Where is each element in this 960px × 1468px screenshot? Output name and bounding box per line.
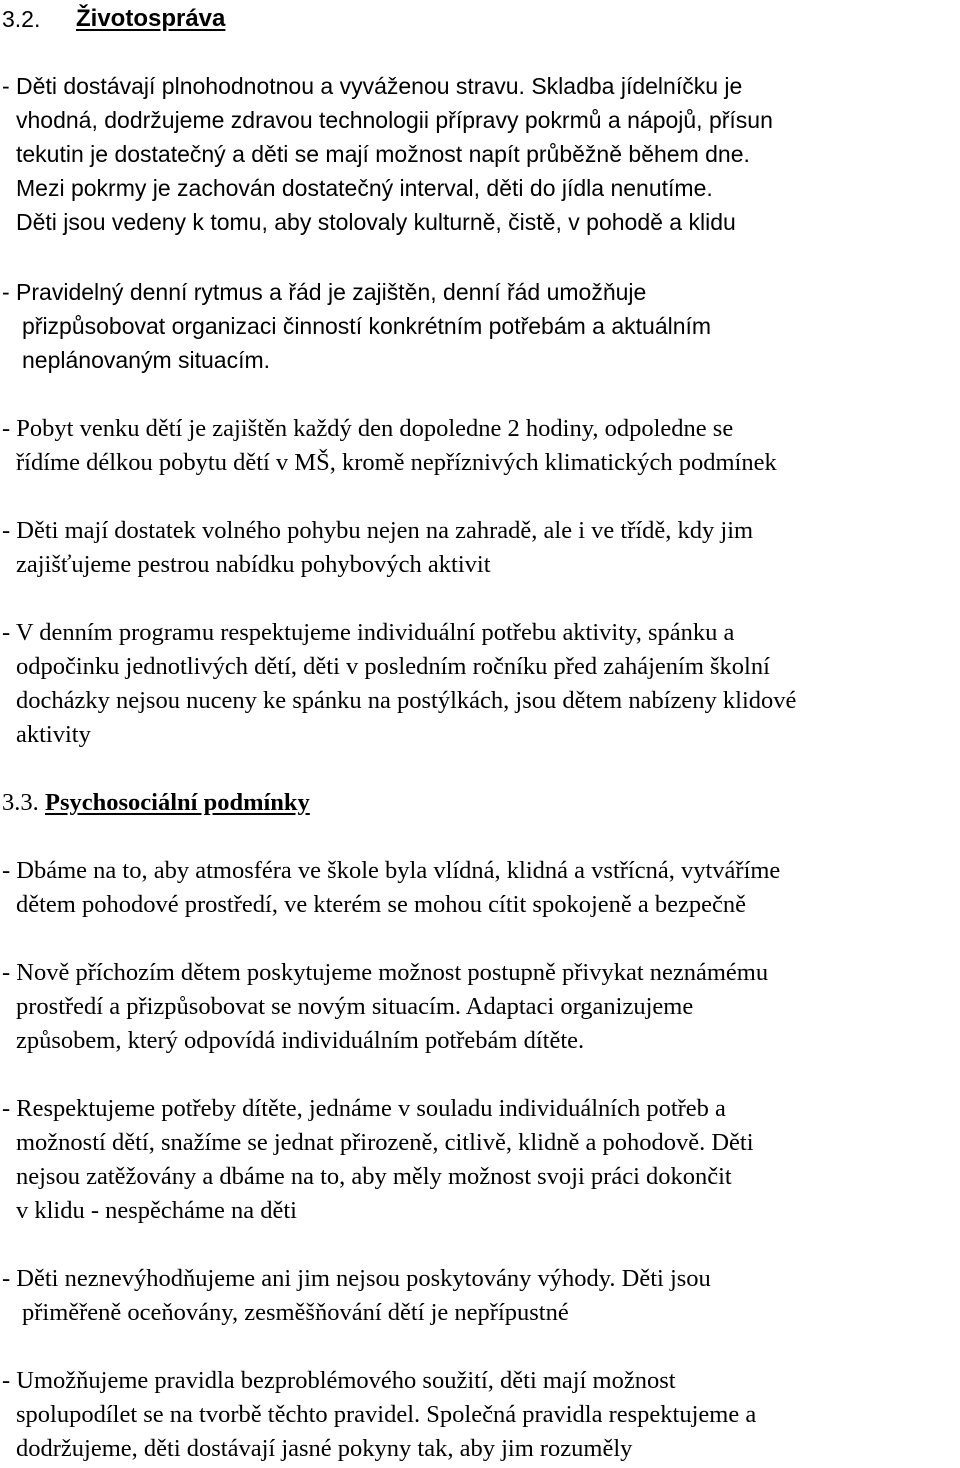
paragraph-line: tekutin je dostatečný a děti se mají možnost napít průběžně během dne.: [16, 141, 750, 167]
paragraph-line: přiměřeně oceňovány, zesměšňování dětí je nepřípustné: [22, 1299, 569, 1326]
paragraph-line: dětem pohodové prostředí, ve kterém se mohou cítit spokojeně a bezpečně: [16, 891, 746, 918]
paragraph-line: - Umožňujeme pravidla bezproblémového soužití, děti mají možnost: [2, 1367, 676, 1394]
paragraph-line: možností dětí, snažíme se jednat přirozeně, citlivě, klidně a pohodově. Děti: [16, 1129, 754, 1156]
paragraph-line: Děti jsou vedeny k tomu, aby stolovaly kulturně, čistě, v pohodě a klidu: [16, 209, 736, 235]
paragraph-line: - Děti neznevýhodňujeme ani jim nejsou poskytovány výhody. Děti jsou: [2, 1265, 711, 1292]
paragraph-line: zajišťujeme pestrou nabídku pohybových aktivit: [16, 551, 491, 578]
paragraph-line: - Dbáme na to, aby atmosféra ve škole byla vlídná, klidná a vstřícná, vytváříme: [2, 857, 781, 884]
paragraph-line: - Děti dostávají plnohodnotnou a vyváženou stravu. Skladba jídelníčku je: [2, 73, 743, 99]
section-number: 3.3.: [2, 789, 39, 816]
paragraph-line: vhodná, dodržujeme zdravou technologii přípravy pokrmů a nápojů, přísun: [16, 107, 773, 133]
paragraph-line: - Pobyt venku dětí je zajištěn každý den dopoledne 2 hodiny, odpoledne se: [2, 415, 734, 442]
paragraph-line: odpočinku jednotlivých dětí, děti v posledním ročníku před zahájením školní: [16, 653, 770, 680]
section-title: Životospráva: [76, 5, 226, 32]
paragraph-line: dodržujeme, děti dostávají jasné pokyny tak, aby jim rozuměly: [16, 1435, 633, 1462]
paragraph-line: způsobem, který odpovídá individuálním potřebám dítěte.: [16, 1027, 585, 1054]
section-number: 3.2.: [2, 6, 41, 32]
paragraph-line: spolupodílet se na tvorbě těchto pravidel. Společná pravidla respektujeme a: [16, 1401, 757, 1428]
paragraph-line: nejsou zatěžovány a dbáme na to, aby měly možnost svoji práci dokončit: [16, 1163, 732, 1190]
paragraph-line: Mezi pokrmy je zachován dostatečný interval, děti do jídla nenutíme.: [16, 175, 713, 201]
paragraph-line: přizpůsobovat organizaci činností konkrétním potřebám a aktuálním: [22, 313, 712, 339]
paragraph-line: - Děti mají dostatek volného pohybu nejen na zahradě, ale i ve třídě, kdy jim: [2, 517, 754, 544]
paragraph-line: - Respektujeme potřeby dítěte, jednáme v souladu individuálních potřeb a: [2, 1095, 726, 1122]
paragraph-line: - V denním programu respektujeme individuální potřebu aktivity, spánku a: [2, 619, 735, 646]
paragraph-line: neplánovaným situacím.: [22, 347, 271, 373]
paragraph-line: - Nově příchozím dětem poskytujeme možnost postupně přivykat neznámému: [2, 959, 769, 986]
paragraph-line: - Pravidelný denní rytmus a řád je zajištěn, denní řád umožňuje: [2, 279, 647, 305]
paragraph-line: aktivity: [16, 721, 91, 748]
paragraph-line: docházky nejsou nuceny ke spánku na postýlkách, jsou dětem nabízeny klidové: [16, 687, 797, 714]
paragraph-line: řídíme délkou pobytu dětí v MŠ, kromě nepříznivých klimatických podmínek: [16, 449, 777, 476]
paragraph-line: v klidu - nespěcháme na děti: [16, 1197, 297, 1224]
section-title: Psychosociální podmínky: [45, 789, 310, 816]
paragraph-line: prostředí a přizpůsobovat se novým situacím. Adaptaci organizujeme: [16, 993, 694, 1020]
